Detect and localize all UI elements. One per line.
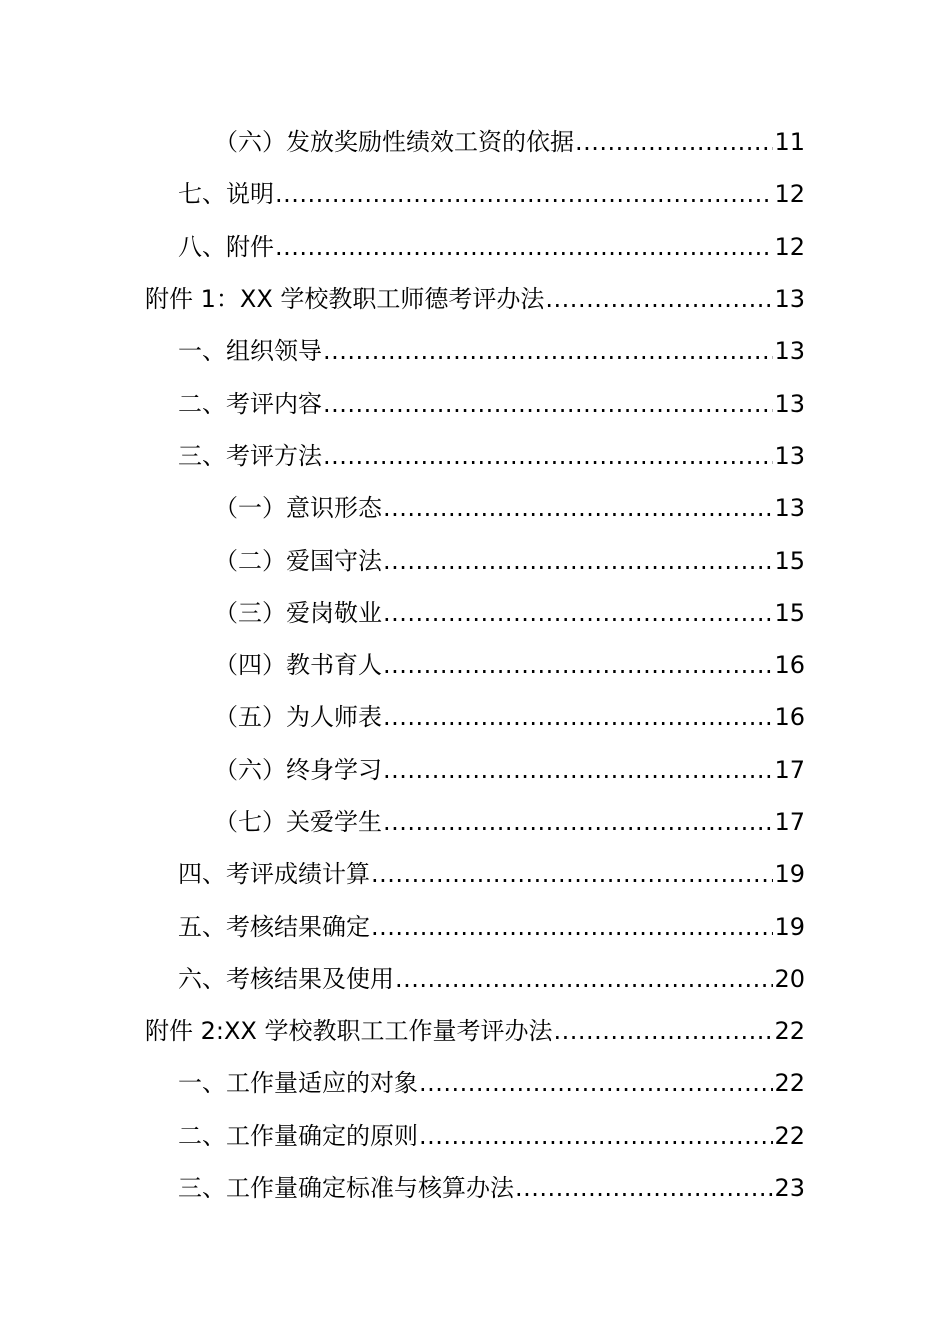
toc-entry-title: （五）为人师表: [214, 703, 382, 732]
toc-entry-page-number: 16: [774, 703, 805, 732]
toc-entry-title: 四、考评成绩计算: [178, 860, 370, 889]
toc-entry[interactable]: [0, 1005, 950, 1057]
toc-entry[interactable]: [0, 691, 950, 743]
dot-leader: [323, 392, 773, 416]
toc-entry-title: 六、考核结果及使用: [178, 964, 394, 993]
toc-entry[interactable]: [0, 325, 950, 377]
toc-entry-page-number: 13: [774, 389, 805, 418]
toc-entry-page-number: 13: [774, 441, 805, 470]
toc-entry-page-number: 22: [774, 1069, 805, 1098]
toc-entry-title: 五、考核结果确定: [178, 912, 370, 941]
toc-entry[interactable]: [0, 900, 950, 952]
table-of-contents: [0, 116, 950, 1214]
toc-entry-title: 附件 1：XX 学校教职工师德考评办法: [145, 285, 545, 314]
toc-entry-title: 附件 2:XX 学校教职工工作量考评办法: [145, 1017, 553, 1046]
toc-entry[interactable]: [0, 116, 950, 168]
dot-leader: [371, 862, 773, 886]
toc-entry[interactable]: [0, 221, 950, 273]
dot-leader: [323, 339, 773, 363]
toc-entry-page-number: 15: [774, 546, 805, 575]
toc-entry[interactable]: [0, 482, 950, 534]
toc-entry-page-number: 17: [774, 755, 805, 784]
dot-leader: [383, 705, 773, 729]
dot-leader: [275, 235, 773, 259]
toc-entry-page-number: 20: [774, 964, 805, 993]
dot-leader: [554, 1019, 774, 1043]
dot-leader: [515, 1176, 773, 1200]
toc-entry[interactable]: [0, 1162, 950, 1214]
toc-entry-title: 二、工作量确定的原则: [178, 1121, 418, 1150]
toc-entry-page-number: 22: [774, 1121, 805, 1150]
toc-entry[interactable]: [0, 377, 950, 429]
toc-entry-title: 三、考评方法: [178, 441, 322, 470]
dot-leader: [371, 915, 773, 939]
toc-entry[interactable]: [0, 796, 950, 848]
toc-entry-title: 一、工作量适应的对象: [178, 1069, 418, 1098]
toc-entry-page-number: 12: [774, 180, 805, 209]
dot-leader: [419, 1071, 773, 1095]
toc-entry[interactable]: [0, 587, 950, 639]
dot-leader: [275, 182, 773, 206]
dot-leader: [383, 758, 773, 782]
toc-entry-title: 七、说明: [178, 180, 274, 209]
toc-entry-title: （四）教书育人: [214, 651, 382, 680]
dot-leader: [383, 601, 773, 625]
toc-entry-title: （六）发放奖励性绩效工资的依据: [214, 128, 574, 157]
dot-leader: [383, 496, 773, 520]
toc-entry-page-number: 13: [774, 285, 805, 314]
dot-leader: [395, 967, 773, 991]
toc-entry-page-number: 16: [774, 651, 805, 680]
toc-entry[interactable]: [0, 168, 950, 220]
toc-entry-title: （二）爱国守法: [214, 546, 382, 575]
toc-entry-title: （七）关爱学生: [214, 808, 382, 836]
toc-entry[interactable]: [0, 273, 950, 325]
toc-entry[interactable]: [0, 744, 950, 796]
toc-entry[interactable]: [0, 430, 950, 482]
dot-leader: [419, 1124, 773, 1148]
toc-entry[interactable]: [0, 848, 950, 900]
toc-entry[interactable]: [0, 953, 950, 1005]
toc-entry-page-number: 23: [774, 1174, 805, 1203]
toc-entry-page-number: 15: [774, 598, 805, 627]
dot-leader: [383, 653, 773, 677]
toc-entry-page-number: 19: [774, 860, 805, 889]
toc-entry-title: 一、组织领导: [178, 337, 322, 366]
toc-entry-title: 八、附件: [178, 232, 274, 261]
dot-leader: [545, 287, 773, 311]
toc-entry-page-number: 17: [774, 808, 805, 836]
dot-leader: [323, 444, 773, 468]
toc-entry-page-number: 12: [774, 232, 805, 261]
toc-entry-title: 二、考评内容: [178, 389, 322, 418]
toc-entry-page-number: 13: [774, 494, 805, 523]
toc-entry-title: 三、工作量确定标准与核算办法: [178, 1174, 514, 1203]
dot-leader: [575, 130, 773, 154]
toc-entry[interactable]: [0, 1057, 950, 1109]
toc-entry-title: （六）终身学习: [214, 755, 382, 784]
toc-entry-page-number: 22: [774, 1017, 805, 1046]
toc-entry[interactable]: [0, 639, 950, 691]
toc-entry[interactable]: [0, 1110, 950, 1162]
toc-entry-page-number: 13: [774, 337, 805, 366]
toc-entry-title: （一）意识形态: [214, 494, 382, 523]
dot-leader: [383, 549, 773, 573]
toc-entry[interactable]: [0, 534, 950, 586]
dot-leader: [383, 810, 773, 834]
toc-entry-page-number: 11: [774, 128, 805, 157]
toc-entry-page-number: 19: [774, 912, 805, 941]
toc-entry-title: （三）爱岗敬业: [214, 598, 382, 627]
